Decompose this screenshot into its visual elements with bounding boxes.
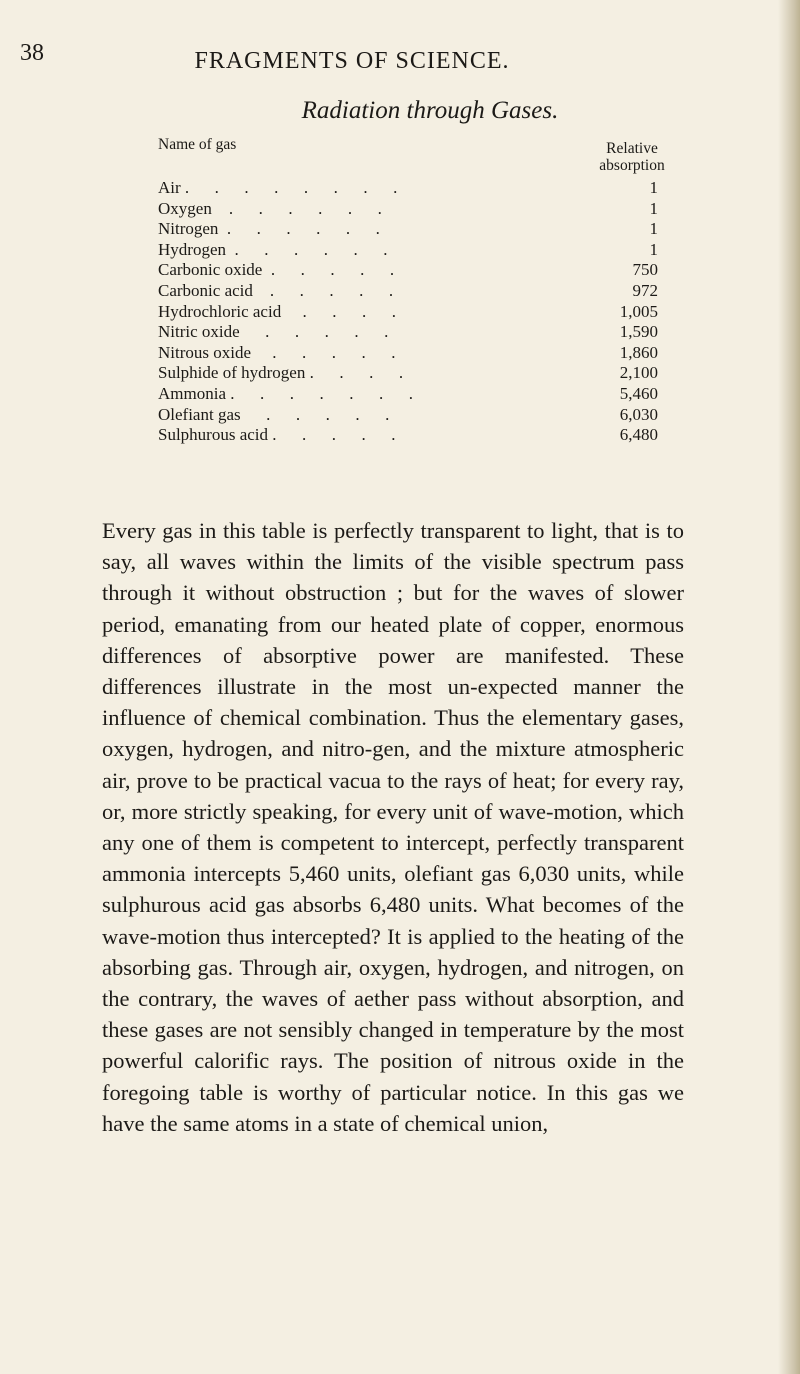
- table-row: [158, 199, 658, 220]
- gas-name: Nitrogen . . . . . .: [158, 219, 380, 239]
- absorption-value: 1: [649, 198, 658, 218]
- absorption-value: 6,480: [619, 425, 658, 445]
- absorption-value: 750: [632, 260, 658, 280]
- absorption-value: 2,100: [619, 363, 658, 383]
- table-row: [158, 405, 658, 426]
- gas-name: Carbonic acid . . . . .: [158, 280, 394, 300]
- absorption-value: 972: [632, 280, 658, 300]
- column-header-absorption-line2: absorption: [599, 157, 665, 174]
- running-title: FRAGMENTS OF SCIENCE.: [194, 48, 510, 74]
- table-row: [158, 260, 658, 281]
- gas-name: Ammonia . . . . . . .: [158, 383, 413, 403]
- absorption-value: 1: [649, 219, 658, 239]
- body-paragraph: Every gas in this table is perfectly transparent to light, that is to say, all waves within the limits of the visible spectrum pass through it without obstruction ; but for the waves of slower period, emanating from our heated plate of copper, enormous differences of absorptive power are manifested. These differences illustrate in the most un-expected manner the influence of chemical combination. Thus the elementary gases, oxygen, hydrogen, and nitro-gen, and the mixture atmospheric air, prove to be practical vacua to the rays of heat; for every ray, or, more strictly speaking, for every unit of wave-motion, which any one of them is competent to intercept, perfectly transparent ammonia intercepts 5,460 units, olefiant gas 6,030 units, while sulphurous acid gas absorbs 6,480 units. What becomes of the wave-motion thus intercepted? It is applied to the heating of the absorbing gas. Through air, oxygen, hydrogen, and nitrogen, on the contrary, the waves of aether pass without absorption, and these gases are not sensibly changed in temperature by the most powerful calorific rays. The position of nitrous oxide in the foregoing table is worthy of particular notice. In this gas we have the same atoms in a state of chemical union,: [102, 518, 684, 1136]
- gas-name: Olefiant gas . . . . .: [158, 404, 390, 424]
- table-row: [158, 178, 658, 199]
- absorption-value: 6,030: [619, 404, 658, 424]
- page-header: [0, 40, 800, 80]
- absorption-value: 1: [649, 178, 658, 197]
- column-header-absorption: [582, 140, 682, 174]
- gas-name: Sulphurous acid . . . . .: [158, 425, 396, 445]
- gas-name: Air . . . . . . . .: [158, 178, 398, 197]
- gas-name: Sulphide of hydrogen . . . .: [158, 363, 404, 383]
- absorption-table: [158, 178, 658, 446]
- table-row: [158, 322, 658, 343]
- table-row: [158, 302, 658, 323]
- absorption-value: 1,860: [619, 342, 658, 362]
- table-row: [158, 240, 658, 261]
- gas-name: Hydrogen . . . . . .: [158, 239, 388, 259]
- table-row: [158, 363, 658, 384]
- gas-name: Nitrous oxide . . . . .: [158, 342, 396, 362]
- absorption-value: 5,460: [619, 383, 658, 403]
- absorption-value: 1,590: [619, 322, 658, 342]
- table-row: [158, 343, 658, 364]
- table-row: [158, 384, 658, 405]
- column-header-absorption-line1: Relative: [606, 140, 658, 157]
- absorption-value: 1: [649, 239, 658, 259]
- page-edge-shadow: [778, 0, 800, 1374]
- gas-name: Carbonic oxide . . . . .: [158, 260, 395, 280]
- table-row: [158, 425, 658, 446]
- column-header-name: Name of gas: [158, 136, 237, 153]
- page-number: 38: [20, 40, 44, 66]
- gas-name: Oxygen . . . . . .: [158, 198, 382, 218]
- table-title: Radiation through Gases.: [301, 97, 559, 124]
- gas-name: Hydrochloric acid . . . .: [158, 301, 396, 321]
- table-row: [158, 219, 658, 240]
- absorption-value: 1,005: [619, 301, 658, 321]
- gas-name: Nitric oxide . . . . .: [158, 322, 389, 342]
- table-row: [158, 281, 658, 302]
